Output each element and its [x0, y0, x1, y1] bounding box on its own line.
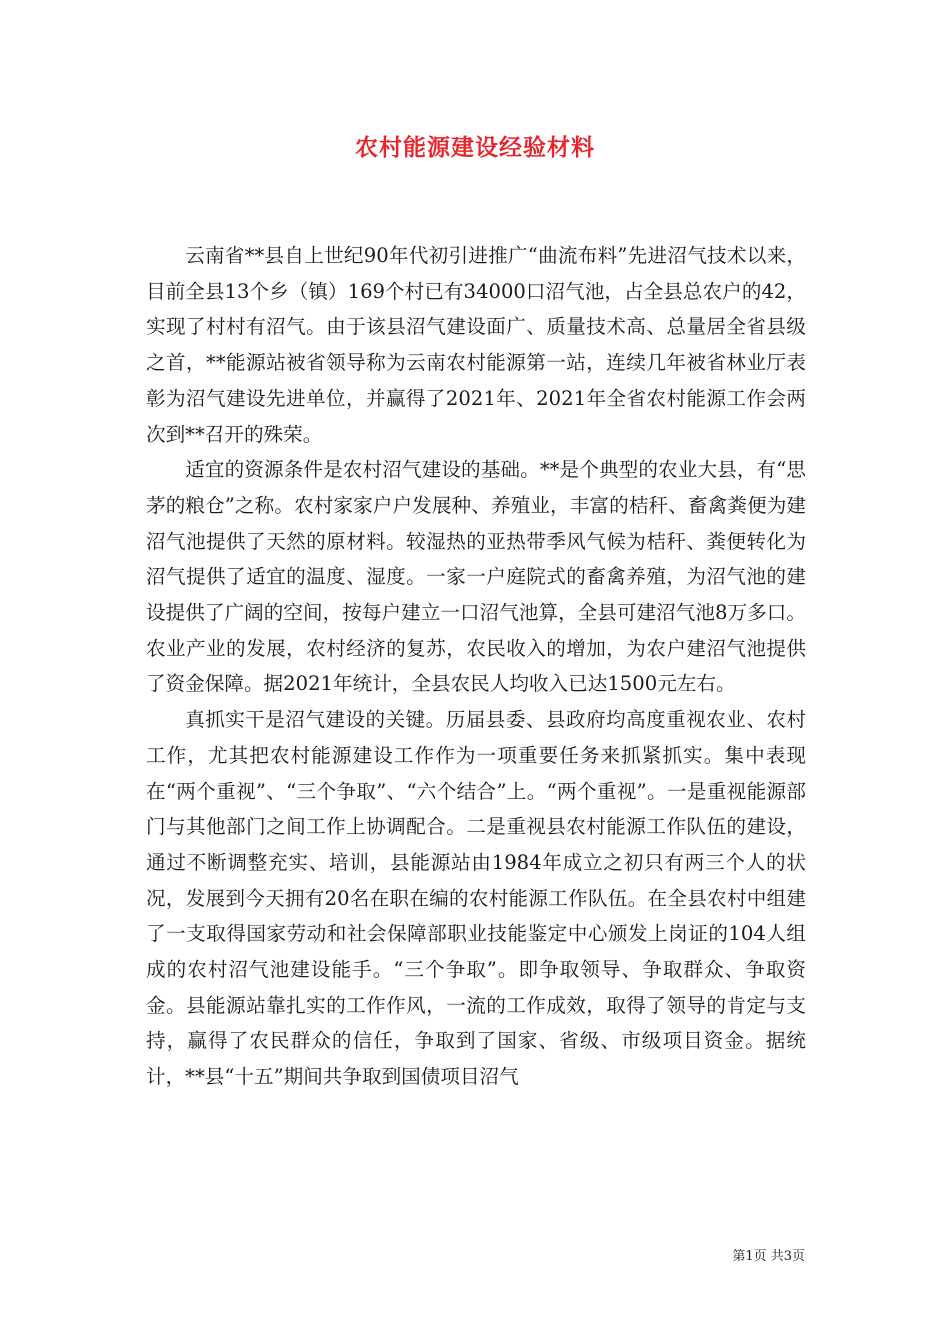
page-number-footer: 第1页 共3页 [732, 1249, 805, 1264]
paragraph-2: 适宜的资源条件是农村沼气建设的基础。**是个典型的农业大县，有“思茅的粮仓”之称。农村家家户户发展种、养殖业，丰富的桔秆、畜禽粪便为建沼气池提供了天然的原材料。较湿热的亚热带季风气候为桔秆、粪便转化为沼气提供了适宜的温度、湿度。一家一户庭院式的畜禽养殖，为沼气池的建设提供了广阔的空间，按每户建立一口沼气池算，全县可建沼气池8万多口。农业产业的发展，农村经济的复苏，农民收入的增加，为农户建沼气池提供了资金保障。据2021年统计，全县农民人均收入已达1500元左右。 [146, 458, 806, 696]
paragraph-3: 真抓实干是沼气建设的关键。历届县委、县政府均高度重视农业、农村工作，尤其把农村能源建设工作作为一项重要任务来抓紧抓实。集中表现在“两个重视”、“三个争取”、“六个结合”上。“两个重视”。一是重视能源部门与其他部门之间工作上协调配合。二是重视县农村能源工作队伍的建设，通过不断调整充实、培训，县能源站由1984年成立之初只有两三个人的状况，发展到今天拥有20名在职在编的农村能源工作队伍。在全县农村中组建了一支取得国家劳动和社会保障部职业技能鉴定中心颁发上岗证的104人组成的农村沼气池建设能手。“三个争取”。即争取领导、争取群众、争取资金。县能源站靠扎实的工作作风，一流的工作成效，取得了领导的肯定与支持，赢得了农民群众的信任，争取到了国家、省级、市级项目资金。据统计，**县“十五”期间共争取到国债项目沼气 [146, 708, 806, 1089]
paragraph-1: 云南省**县自上世纪90年代初引进推广“曲流布料”先进沼气技术以来，目前全县13个乡（镇）169个村已有34000口沼气池，占全县总农户的42，实现了村村有沼气。由于该县沼气建设面广、质量技术高、总量居全省县级之首，**能源站被省领导称为云南农村能源第一站，连续几年被省林业厅表彰为沼气建设先进单位，并赢得了2021年、2021年全省农村能源工作会两次到**召开的殊荣。 [146, 244, 806, 446]
document-body [146, 238, 806, 1095]
document-title: 农村能源建设经验材料 [355, 134, 595, 161]
